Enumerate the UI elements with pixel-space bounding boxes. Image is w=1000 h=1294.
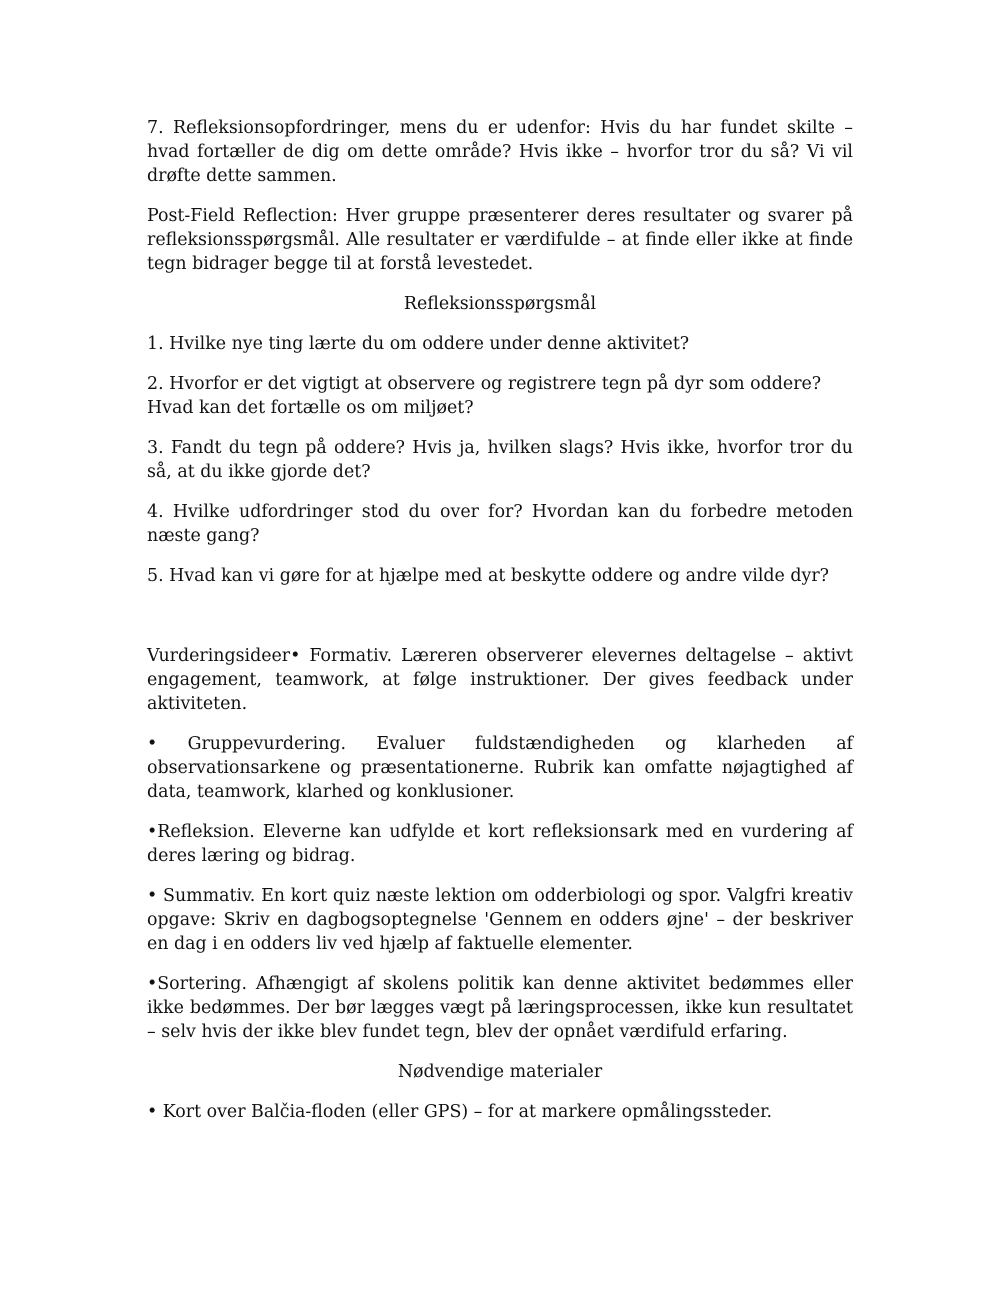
- reflection-question-3: 3. Fandt du tegn på oddere? Hvis ja, hvilken slags? Hvis ikke, hvorfor tror du så, at du ikke gjorde det?: [147, 438, 853, 482]
- paragraph-reflection-prompts-outdoors: 7. Refleksionsopfordringer, mens du er udenfor: Hvis du har fundet skilte – hvad fortæller de dig om dette område? Hvis ikke – hvorfor tror du så? Vi vil drøfte dette sammen.: [147, 118, 853, 186]
- reflection-question-1: 1. Hvilke nye ting lærte du om oddere under denne aktivitet?: [147, 334, 690, 354]
- paragraph-post-field-reflection: Post-Field Reflection: Hver gruppe præsenterer deres resultater og svarer på refleksionsspørgsmål. Alle resultater er værdifulde – at finde eller ikke at finde tegn bidrager begge til at forstå levestedet.: [147, 206, 853, 274]
- reflection-questions-heading: Refleksionsspørgsmål: [403, 294, 597, 314]
- assessment-group: • Gruppevurdering. Evaluer fuldstændigheden og klarheden af observationsarkene og præsentationerne. Rubrik kan omfatte nøjagtighed af data, teamwork, klarhed og konklusioner.: [147, 734, 853, 802]
- assessment-grading: •Sortering. Afhængigt af skolens politik kan denne aktivitet bedømmes eller ikke bedømmes. Der bør lægges vægt på læringsprocessen, ikke kun resultatet – selv hvis der ikke blev fundet tegn, blev der opnået værdifuld erfaring.: [147, 974, 853, 1042]
- materials-heading: Nødvendige materialer: [397, 1062, 603, 1082]
- reflection-question-4: 4. Hvilke udfordringer stod du over for? Hvordan kan du forbedre metoden næste gang?: [147, 502, 853, 546]
- materials-item-map: • Kort over Balčia-floden (eller GPS) – for at markere opmålingssteder.: [147, 1102, 773, 1122]
- assessment-formative: Vurderingsideer• Formativ. Læreren observerer elevernes deltagelse – aktivt engagement, teamwork, at følge instruktioner. Der gives feedback under aktiviteten.: [147, 646, 853, 714]
- reflection-question-2: 2. Hvorfor er det vigtigt at observere og registrere tegn på dyr som oddere? Hvad kan det fortælle os om miljøet?: [147, 374, 822, 418]
- assessment-summative: • Summativ. En kort quiz næste lektion om odderbiologi og spor. Valgfri kreativ opgave: Skriv en dagbogsoptegnelse 'Gennem en odders øjne' – der beskriver en dag i en odders liv ved hjælp af faktuelle elementer.: [147, 886, 853, 954]
- document-body: [147, 116, 853, 1140]
- reflection-question-5: 5. Hvad kan vi gøre for at hjælpe med at beskytte oddere og andre vilde dyr?: [147, 566, 829, 586]
- section-spacer: [147, 604, 853, 644]
- assessment-reflection: •Refleksion. Eleverne kan udfylde et kort refleksionsark med en vurdering af deres læring og bidrag.: [147, 822, 853, 866]
